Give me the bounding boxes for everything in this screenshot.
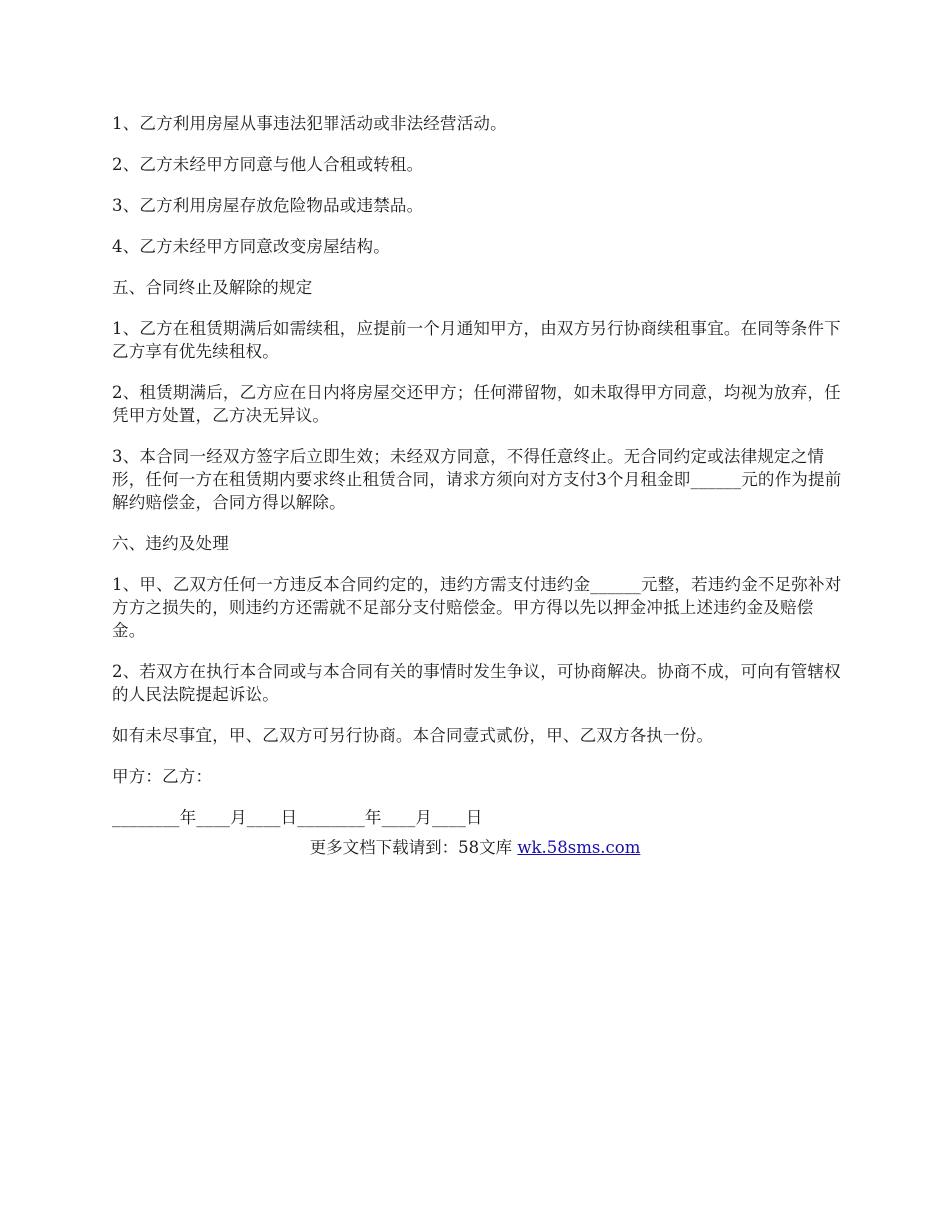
signature-dates: ________年____月____日________年____月____日 — [112, 808, 483, 827]
section-heading-termination: 五、合同终止及解除的规定 — [112, 278, 313, 297]
breach-clause-1: 1、甲、乙双方任何一方违反本合同约定的，违约方需支付违约金______元整，若违约金不足弥补对方方之损失的，则违约方还需就不足部分支付赔偿金。甲方得以先以押金冲抵上述违约金及赔偿金。 — [112, 575, 842, 640]
signature-parties: 甲方：乙方： — [112, 767, 213, 786]
document-body — [112, 112, 842, 847]
termination-clause-1: 1、乙方在租赁期满后如需续租，应提前一个月通知甲方，由双方另行协商续租事宜。在同等条件下乙方享有优先续租权。 — [112, 319, 841, 361]
clause-3-hazardous-goods: 3、乙方利用房屋存放危险物品或违禁品。 — [112, 196, 424, 215]
breach-clause-2: 2、若双方在执行本合同或与本合同有关的事情时发生争议，可协商解决。协商不成，可向有管辖权的人民法院提起诉讼。 — [112, 662, 841, 704]
clause-1-illegal-use: 1、乙方利用房屋从事违法犯罪活动或非法经营活动。 — [112, 114, 507, 133]
footer — [0, 836, 950, 859]
termination-clause-3: 3、本合同一经双方签字后立即生效；未经双方同意，不得任意终止。无合同约定或法律规定之情形，任何一方在租赁期内要求终止租赁合同，请求方须向对方支付3个月租金即______元的作为提前解约赔偿金，合同方得以解除。 — [112, 447, 842, 512]
clause-4-structure-change: 4、乙方未经甲方同意改变房屋结构。 — [112, 237, 390, 256]
footer-text: 更多文档下载请到：58文库 — [309, 838, 513, 857]
clause-2-sublease: 2、乙方未经甲方同意与他人合租或转租。 — [112, 155, 424, 174]
section-heading-breach: 六、违约及处理 — [112, 534, 229, 553]
termination-clause-2: 2、租赁期满后，乙方应在日内将房屋交还甲方；任何滞留物，如未取得甲方同意，均视为放弃，任凭甲方处置，乙方决无异议。 — [112, 383, 841, 425]
closing-statement: 如有未尽事宜，甲、乙双方可另行协商。本合同壹式贰份，甲、乙双方各执一份。 — [112, 726, 714, 745]
footer-link[interactable]: wk.58sms.com — [517, 838, 641, 857]
